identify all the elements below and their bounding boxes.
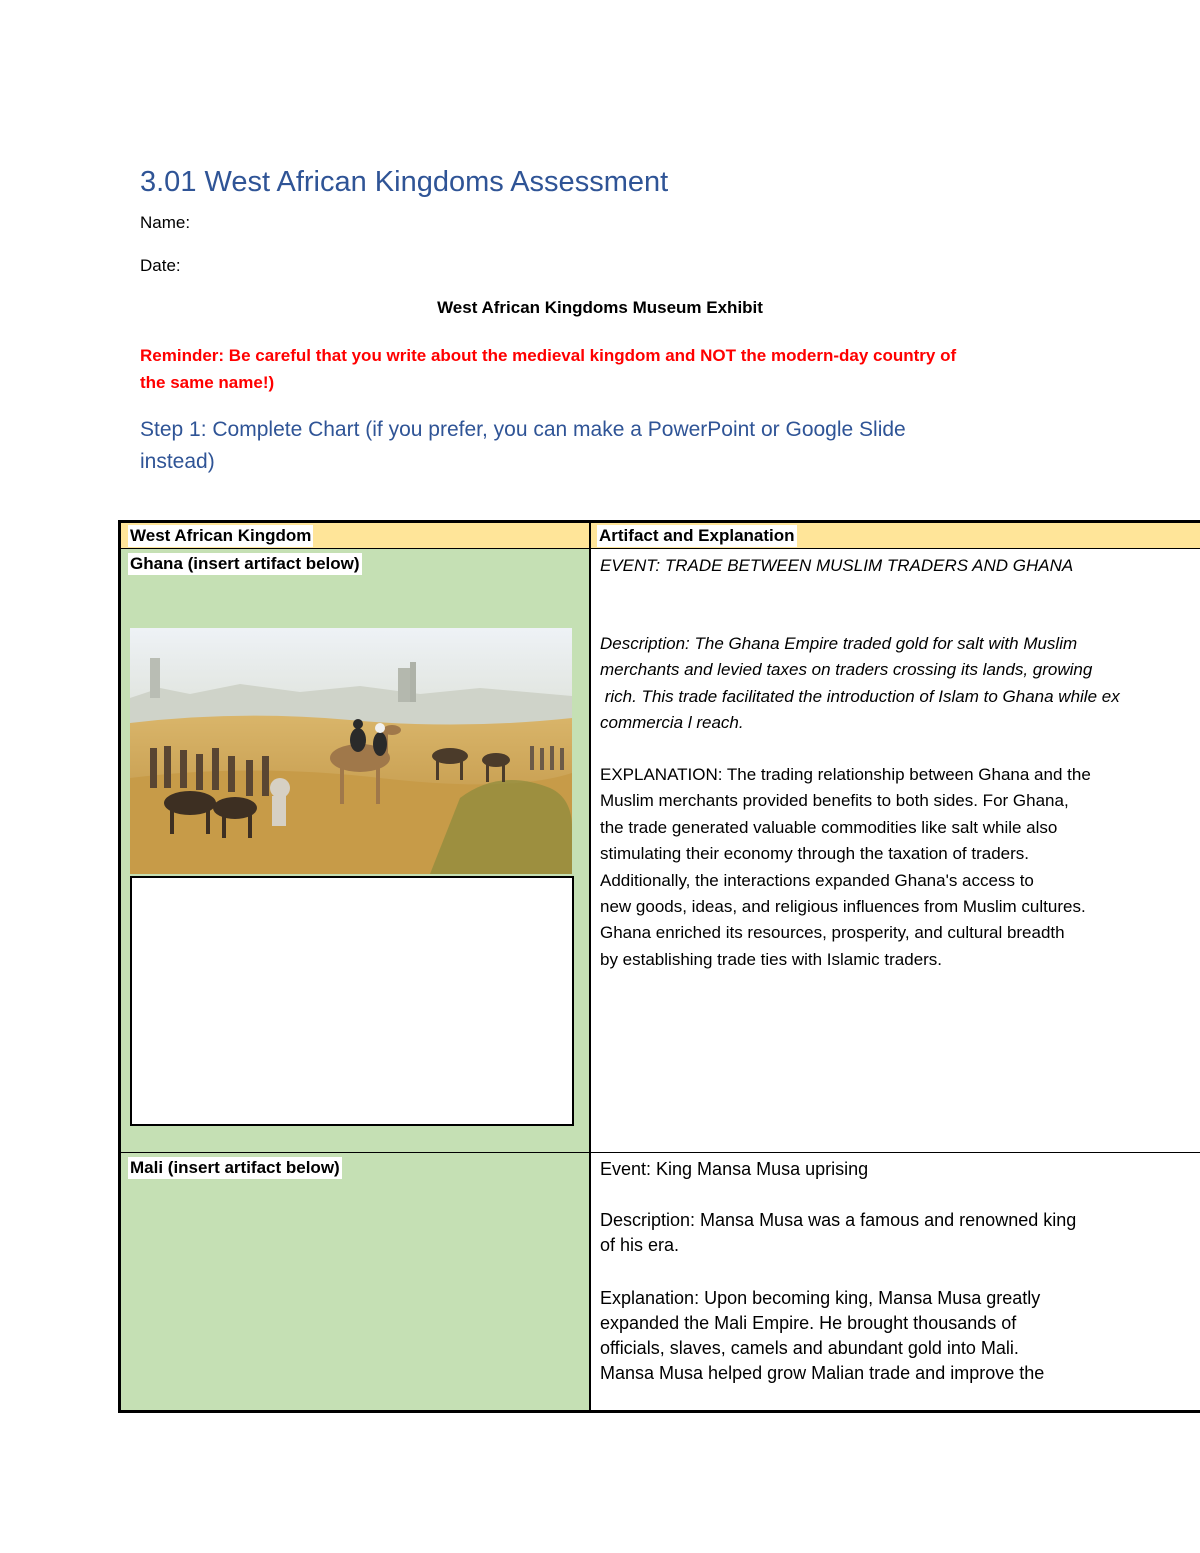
mali-explanation-line: Explanation: Upon becoming king, Mansa Musa greatly bbox=[600, 1288, 1041, 1308]
ghana-description-line: Description: The Ghana Empire traded gold for salt with Muslim bbox=[600, 634, 1078, 653]
mali-explanation bbox=[600, 1286, 1044, 1386]
mali-explanation-line: Mansa Musa helped grow Malian trade and improve the bbox=[600, 1363, 1045, 1383]
ghana-explanation bbox=[600, 762, 1091, 973]
mali-label: Mali (insert artifact below) bbox=[130, 1158, 340, 1177]
exhibit-title: West African Kingdoms Museum Exhibit bbox=[437, 298, 763, 317]
ghana-description bbox=[600, 631, 1120, 737]
exhibit-table bbox=[118, 520, 1200, 1412]
header-divider bbox=[121, 548, 1200, 549]
reminder-line-2: the same name!) bbox=[140, 373, 275, 392]
ghana-explanation-line: the trade generated valuable commodities like salt while also bbox=[600, 817, 1058, 837]
table-border-bottom bbox=[118, 1410, 1200, 1413]
table-border-top bbox=[118, 520, 1200, 523]
ghana-artifact-image bbox=[130, 628, 572, 874]
table-column-divider bbox=[589, 520, 591, 1413]
table-border-left bbox=[118, 520, 121, 1413]
ghana-explanation-line: EXPLANATION: The trading relationship between Ghana and the bbox=[600, 765, 1091, 784]
ghana-description-line: rich. This trade facilitated the introduction of Islam to Ghana while ex bbox=[600, 686, 1120, 706]
ghana-explanation-line: by establishing trade ties with Islamic traders. bbox=[600, 949, 943, 969]
ghana-explanation-line: stimulating their economy through the taxation of traders. bbox=[600, 844, 1030, 864]
col-header-artifact: Artifact and Explanation bbox=[599, 526, 795, 545]
ghana-artifact-placeholder[interactable] bbox=[130, 876, 574, 1126]
ghana-explanation-line: Muslim merchants provided benefits to both sides. For Ghana, bbox=[600, 791, 1069, 811]
ghana-explanation-line: Additionally, the interactions expanded Ghana's access to bbox=[600, 870, 1034, 890]
caravan-painting-icon bbox=[130, 628, 572, 874]
date-label: Date: bbox=[140, 256, 181, 275]
ghana-explanation-line: Ghana enriched its resources, prosperity, and cultural breadth bbox=[600, 923, 1065, 943]
mali-explanation-line: officials, slaves, camels and abundant gold into Mali. bbox=[600, 1338, 1019, 1358]
mali-description bbox=[600, 1208, 1076, 1258]
ghana-label: Ghana (insert artifact below) bbox=[130, 554, 360, 573]
reminder-text bbox=[140, 342, 1080, 396]
mali-description-line: Description: Mansa Musa was a famous and renowned king bbox=[600, 1210, 1077, 1230]
ghana-description-line: commercia l reach. bbox=[600, 713, 744, 733]
step-line-1: Step 1: Complete Chart (if you prefer, you can make a PowerPoint or Google Slide bbox=[140, 418, 906, 441]
mali-cell bbox=[121, 1153, 589, 1410]
mali-description-line: of his era. bbox=[600, 1235, 680, 1255]
ghana-description-line: merchants and levied taxes on traders crossing its lands, growing bbox=[600, 660, 1093, 680]
reminder-line-1: Reminder: Be careful that you write about the medieval kingdom and NOT the modern-day country of bbox=[140, 346, 957, 365]
ghana-explanation-line: new goods, ideas, and religious influences from Muslim cultures. bbox=[600, 897, 1086, 917]
row-divider bbox=[121, 1152, 1200, 1153]
step-line-2: instead) bbox=[140, 450, 215, 473]
name-label: Name: bbox=[140, 213, 191, 232]
ghana-event: EVENT: TRADE BETWEEN MUSLIM TRADERS AND GHANA bbox=[600, 556, 1074, 575]
col-header-kingdom: West African Kingdom bbox=[130, 526, 312, 545]
mali-event: Event: King Mansa Musa uprising bbox=[600, 1159, 869, 1179]
page-title: 3.01 West African Kingdoms Assessment bbox=[140, 166, 669, 198]
mali-explanation-line: expanded the Mali Empire. He brought thousands of bbox=[600, 1313, 1017, 1333]
step-heading bbox=[140, 414, 1020, 478]
